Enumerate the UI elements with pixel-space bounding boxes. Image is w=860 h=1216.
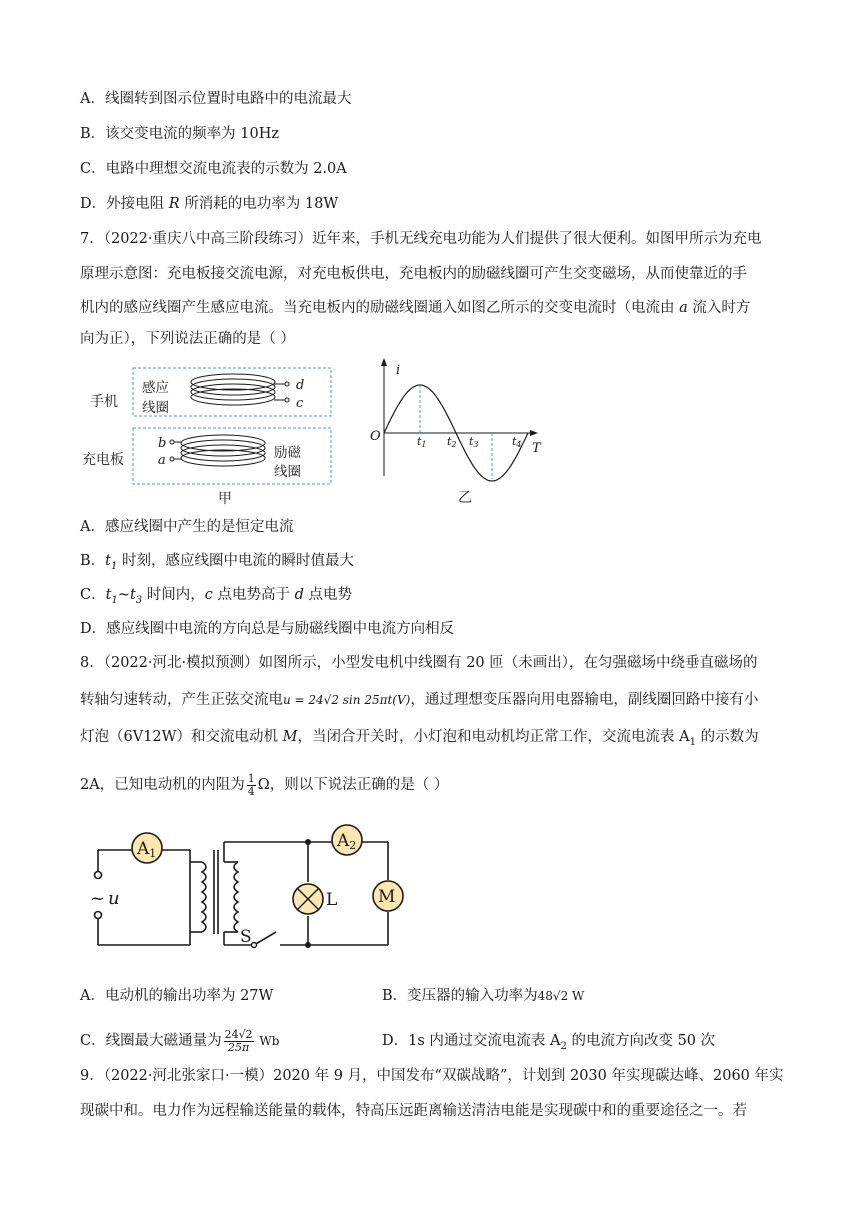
q8-stem-var-m: M (282, 729, 298, 745)
axis-i: i (396, 363, 401, 378)
terminal-a: a (158, 453, 166, 468)
q8-stem-line2-text: 转轴匀速转动，产生正弦交流电 (80, 692, 283, 708)
q7-option-c-label: C． (80, 587, 106, 603)
q8-option-c-unit: Wb (255, 1034, 280, 1048)
q8-option-c-text: C．线圈最大磁通量为 (80, 1033, 222, 1049)
label-ind1: 感应 (142, 380, 169, 396)
q7-option-b-label: B． (80, 553, 106, 569)
q6-option-b: B．该交变电流的频率为 10Hz (80, 126, 279, 142)
figure-yi (366, 356, 556, 484)
q7-stem-line3-text: 机内的感应线圈产生感应电流。当充电板内的励磁线圈通入如图乙所示的交变电流时（电流由 (80, 300, 680, 316)
q6-option-d-text2: 所消耗的电功率为 18W (179, 196, 339, 212)
q7-stem-var-a: a (679, 300, 688, 316)
caption-yi: 乙 (458, 490, 472, 506)
q6-option-d-text: D．外接电阻 (80, 196, 169, 212)
q6-option-a: A．线圈转到图示位置时电路中的电流最大 (80, 91, 352, 107)
label-phone: 手机 (90, 394, 118, 410)
q6-option-d-var: R (168, 196, 180, 212)
q7-option-d: D．感应线圈中电流的方向总是与励磁线圈中电流方向相反 (80, 621, 455, 637)
q7-stem-line3 (80, 298, 750, 318)
q8-option-c-num: 24√2 (224, 1027, 253, 1041)
q7-option-b-sub: 1 (110, 560, 118, 572)
label-u: u (108, 888, 120, 909)
q7-stem-line4: 向为正），下列说法正确的是（ ） (80, 331, 295, 347)
tick-t2: t2 (447, 435, 457, 449)
tick-t1: t1 (417, 435, 427, 449)
q7-stem-line1: 7．（2022·重庆八中高三阶段练习）近年来，手机无线充电功能为人们提供了很大便利。如图甲所示为充电 (80, 231, 762, 247)
label-a1: A1 (137, 839, 157, 860)
q8-stem-sub1: 1 (689, 736, 696, 748)
q8-stem-line3 (80, 727, 759, 753)
q8-stem-line4-post: ，则以下说法正确的是（ ） (269, 777, 449, 793)
q8-formula-u: u = 24√2 sin 25πt(V) (283, 693, 411, 707)
q8-resistance-fraction (247, 773, 256, 798)
q8-option-a: A．电动机的输出功率为 27W (80, 988, 274, 1004)
q8-stem-line3-text: 灯泡（6V12W）和交流电动机 (80, 729, 283, 745)
figure-jia (78, 360, 338, 510)
q8-option-c-fraction (224, 1029, 254, 1054)
q7-option-a: A．感应线圈中产生的是恒定电流 (80, 519, 294, 535)
q9-stem-line2: 现碳中和。电力作为远程输送能量的载体，特高压远距离输送清洁电能是实现碳中和的重要途径之一。若 (80, 1103, 747, 1119)
q8-frac-num: 1 (247, 771, 255, 785)
q8-stem-line3-end: 的示数为 (696, 729, 759, 745)
q8-circuit (84, 820, 404, 960)
caption-jia: 甲 (218, 491, 232, 507)
label-s: S (240, 927, 252, 947)
q7-option-c-text2: 点电势高于 (212, 587, 295, 603)
q8-frac-den: 4 (247, 784, 255, 798)
label-tilde: ~ (90, 888, 106, 909)
label-exc2: 线圈 (274, 464, 301, 480)
q8-option-c-den: 25π (227, 1040, 250, 1054)
q8-option-d-text: D．1s 内通过交流电流表 A (382, 1033, 561, 1049)
q8-option-d (382, 1031, 715, 1057)
q9-stem-line1: 9．（2022·河北张家口·一模）2020 年 9 月，中国发布“双碳战略”，计划到 2030 年实现碳达峰、2060 年实 (80, 1068, 784, 1084)
q7-option-c-text1: 时间内， (142, 587, 205, 603)
q8-stem-line1: 8．（2022·河北·模拟预测）如图所示，小型发电机中线圈有 20 匝（未画出），在匀强磁场中绕垂直磁场的 (80, 655, 758, 671)
origin-O: O (370, 429, 381, 444)
x-axis-arrow (530, 430, 538, 436)
induction-coil (191, 374, 289, 405)
terminal-d: d (296, 378, 305, 393)
q6-option-d (80, 194, 338, 214)
q7-option-c-var-d: d (294, 587, 304, 603)
q8-option-b (382, 986, 584, 1006)
label-l: L (326, 890, 338, 910)
q7-option-c-text3: 点电势 (303, 587, 353, 603)
q8-option-b-unit: W (568, 989, 585, 1003)
label-m: M (378, 887, 396, 907)
q8-option-c (80, 1024, 279, 1058)
q8-ohm-unit: Ω (257, 777, 270, 793)
q8-option-d-post: 的电流方向改变 50 次 (566, 1033, 716, 1049)
q8-option-d-sub: 2 (560, 1040, 567, 1052)
q7-stem-line2: 原理示意图：充电板接交流电源，对充电板供电，充电板内的励磁线圈可产生交变磁场，从而使靠近的手 (80, 266, 747, 282)
q6-option-c: C．电路中理想交流电流表的示数为 2.0A (80, 161, 347, 177)
q7-option-c-var3: t (129, 587, 136, 603)
excitation-coil (170, 435, 265, 466)
q7-option-b-text: 时刻，感应线圈中电流的瞬时值最大 (117, 553, 354, 569)
q8-option-b-text: B．变压器的输入功率为 (382, 988, 538, 1004)
tick-t3: t3 (469, 435, 479, 449)
q8-stem-line2 (80, 690, 758, 710)
q7-option-c (80, 585, 352, 611)
q7-option-c-sub3: 3 (135, 594, 143, 606)
q7-option-b (80, 551, 354, 577)
q8-stem-line2-post: ，通过理想变压器向用电器输电，副线圈回路中接有小 (410, 692, 759, 708)
q7-stem-line3-post: 流入时方 (687, 300, 751, 316)
q8-stem-line4-text: 2A，已知电动机的内阻为 (80, 777, 245, 793)
q7-option-c-var-c: c (204, 587, 213, 603)
label-exc1: 励磁 (274, 445, 301, 461)
label-a2: A2 (337, 831, 357, 852)
label-ind2: 线圈 (142, 400, 169, 416)
axis-T: T (532, 441, 541, 456)
y-axis-arrow (381, 358, 387, 366)
q8-option-b-value: 48√2 (537, 989, 569, 1003)
q7-option-c-sub1: 1 (111, 594, 118, 606)
q8-stem-line3-post: ，当闭合开关时，小灯泡和电动机均正常工作，交流电流表 A (297, 729, 690, 745)
q7-option-c-tilde: ~ (117, 587, 130, 603)
q7-option-b-var: t (105, 553, 111, 569)
label-board: 充电板 (82, 452, 124, 468)
q7-option-c-var1: t (105, 587, 112, 603)
terminal-c: c (296, 396, 304, 411)
tick-t4: t4 (512, 435, 522, 449)
q8-stem-line4 (80, 770, 448, 800)
terminal-b: b (158, 436, 167, 451)
